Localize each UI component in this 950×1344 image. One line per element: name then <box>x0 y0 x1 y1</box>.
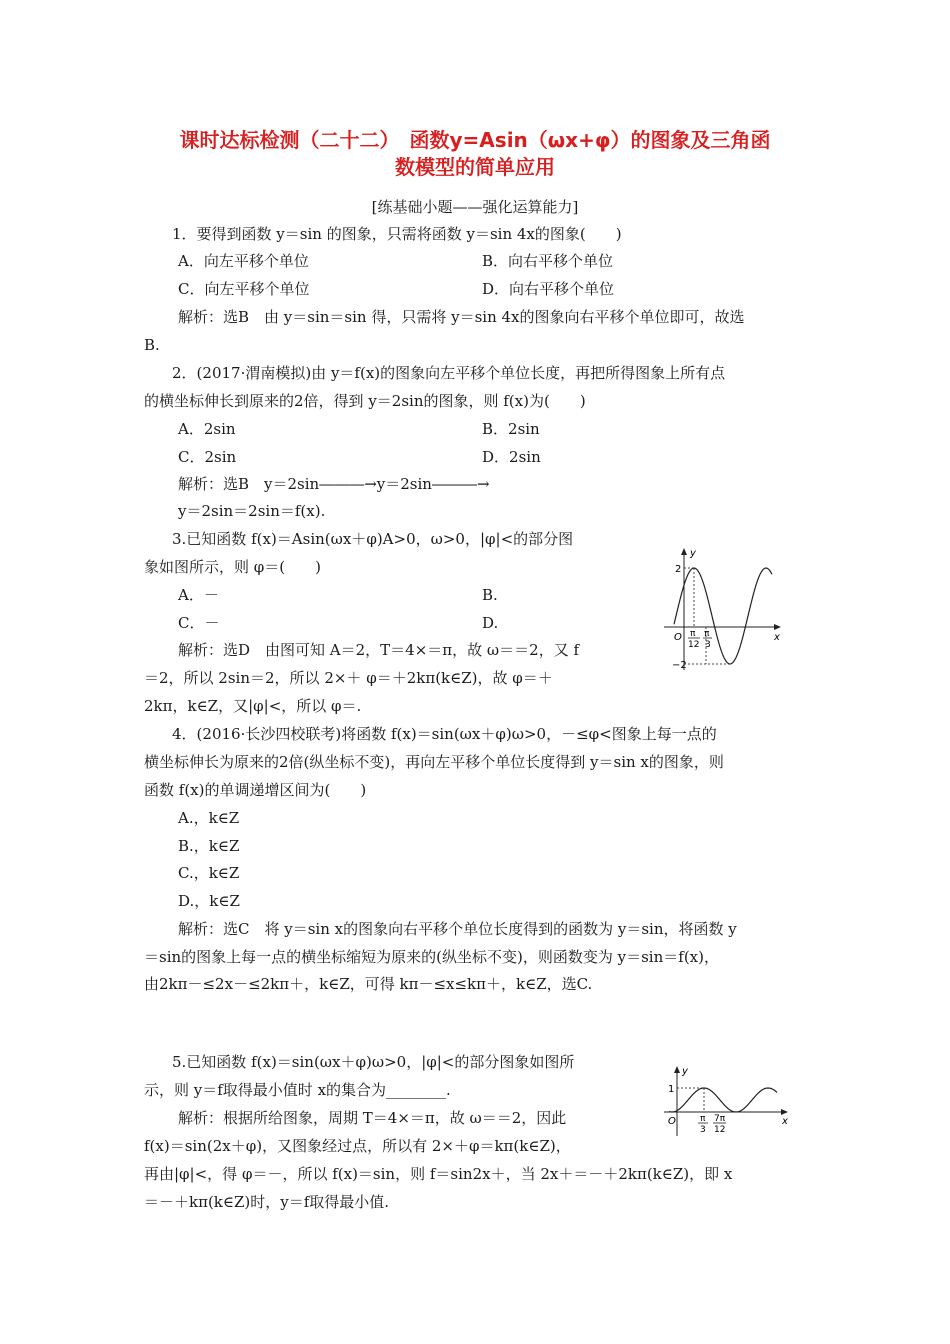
q3-function-graph <box>660 542 790 674</box>
q4-solution-line1: 解析：选C 将 y＝sin x的图象向右平移个单位长度得到的函数为 y＝sin，将函数 y <box>178 920 737 938</box>
q2-option-c: C．2sin <box>178 448 237 466</box>
q4-stem-line3: 函数 f(x)的单调递增区间为( ) <box>144 781 367 799</box>
q5-solution-line4: ＝－＋kπ(k∈Z)时，y＝f取得最小值. <box>144 1193 390 1211</box>
doc-title-line1: 课时达标检测（二十二） 函数y=Asin（ωx+φ）的图象及三角函 <box>179 128 771 152</box>
q5-solution-line2: f(x)＝sin(2x＋φ)，又图象经过点，所以有 2×＋φ＝kπ(k∈Z)， <box>144 1137 571 1155</box>
q5-tick1-num: π <box>700 1114 706 1124</box>
q1-solution-line1: 解析：选B 由 y＝sin＝sin 得，只需将 y＝sin 4x的图象向右平移个单位即可，故选 <box>178 308 745 326</box>
q1-option-d: D．向右平移个单位 <box>482 280 615 298</box>
q3-solution-line1: 解析：选D 由图可知 A＝2，T＝4×＝π，故 ω＝＝2，又 f <box>178 641 580 659</box>
q5-tick1-den: 3 <box>700 1125 706 1135</box>
q3-tick2-den: 3 <box>705 640 711 650</box>
q1-solution-line2: B. <box>144 336 160 354</box>
q4-option-c: C.，k∈Z <box>178 864 240 882</box>
q5-y-arrow <box>674 1066 680 1073</box>
q3-tick1-num: π <box>690 629 696 639</box>
q3-stem-line2: 象如图所示，则 φ＝( ) <box>144 558 321 576</box>
q2-stem-line2: 的横坐标伸长到原来的2倍，得到 y＝2sin的图象，则 f(x)为( ) <box>144 392 586 410</box>
q5-x-arrow <box>781 1109 788 1115</box>
q5-tick2-den: 12 <box>714 1125 726 1135</box>
q3-option-c: C．－ <box>178 614 220 632</box>
q5-solution-line3: 再由|φ|<，得 φ＝－，所以 f(x)＝sin，则 f＝sin2x＋，当 2x＋＝－＋2kπ(k∈Z)，即 x <box>144 1165 733 1183</box>
q4-option-d: D.，k∈Z <box>178 892 240 910</box>
q5-y-max-label: 1 <box>668 1084 675 1095</box>
q2-option-b: B．2sin <box>482 420 540 438</box>
q3-x-arrow <box>774 624 781 630</box>
q3-y-min-label: −2 <box>672 660 687 671</box>
q4-stem-line1: 4．(2016·长沙四校联考)将函数 f(x)＝sin(ωx＋φ)ω>0，－≤φ<图象上每一点的 <box>172 725 717 743</box>
q1-stem: 1．要得到函数 y＝sin 的图象，只需将函数 y＝sin 4x的图象( ) <box>172 225 622 243</box>
q3-origin-label: O <box>674 632 682 643</box>
doc-title-line2: 数模型的简单应用 <box>395 155 555 179</box>
q5-y-label: y <box>682 1066 688 1077</box>
q4-solution-line3: 由2kπ－≤2x－≤2kπ＋，k∈Z，可得 kπ－≤x≤kπ＋，k∈Z，选C. <box>144 975 593 993</box>
q3-option-b: B. <box>482 586 498 604</box>
q3-tick2-num: π <box>704 629 710 639</box>
q5-sine-curve <box>669 1088 777 1112</box>
q4-solution-line2: ＝sin的图象上每一点的横坐标缩短为原来的(纵坐标不变)，则函数变为 y＝sin＝f(x)， <box>144 948 719 966</box>
q5-stem-line2: 示，则 y＝f取得最小值时 x的集合为________. <box>144 1081 451 1099</box>
q3-y-arrow <box>681 548 687 555</box>
q3-y-max-label: 2 <box>675 564 682 575</box>
q3-option-a: A．－ <box>178 586 219 604</box>
q2-solution-line2: y＝2sin＝2sin＝f(x). <box>178 502 326 520</box>
q2-solution-line1: 解析：选B y＝2sin―――→y＝2sin―――→ <box>178 475 490 493</box>
q2-option-a: A．2sin <box>178 420 236 438</box>
q1-option-a: A．向左平移个单位 <box>178 252 309 270</box>
q3-x-label: x <box>774 632 780 643</box>
section-heading: [练基础小题——强化运算能力] <box>371 198 579 216</box>
q1-option-c: C．向左平移个单位 <box>178 280 310 298</box>
q5-solution-line1: 解析：根据所给图象，周期 T＝4×＝π，故 ω＝＝2，因此 <box>178 1109 567 1127</box>
q5-tick2-num: 7π <box>714 1114 726 1124</box>
q4-option-a: A.，k∈Z <box>178 809 240 827</box>
q5-x-label: x <box>782 1116 788 1127</box>
q4-option-b: B.，k∈Z <box>178 837 240 855</box>
q3-y-label: y <box>690 548 696 559</box>
q4-stem-line2: 横坐标伸长为原来的2倍(纵坐标不变)，再向左平移个单位长度得到 y＝sin x的图象，则 <box>144 753 724 771</box>
q3-stem-line1: 3.已知函数 f(x)＝Asin(ωx＋φ)A>0，ω>0，|φ|<的部分图 <box>172 530 574 548</box>
q2-option-d: D．2sin <box>482 448 541 466</box>
q3-solution-line2: ＝2，所以 2sin＝2，所以 2×＋ φ＝＋2kπ(k∈Z)，故 φ＝＋ <box>144 669 553 687</box>
q2-stem-line1: 2．(2017·渭南模拟)由 y＝f(x)的图象向左平移个单位长度，再把所得图象上所有点 <box>172 364 726 382</box>
q3-solution-line3: 2kπ，k∈Z，又|φ|<，所以 φ＝. <box>144 697 362 715</box>
q1-option-b: B．向右平移个单位 <box>482 252 614 270</box>
q3-option-d: D. <box>482 614 499 632</box>
q5-stem-line1: 5.已知函数 f(x)＝sin(ωx＋φ)ω>0，|φ|<的部分图象如图所 <box>172 1053 575 1071</box>
q5-function-graph <box>660 1062 795 1138</box>
q3-tick1-den: 12 <box>688 640 700 650</box>
q5-origin-label: O <box>668 1116 676 1127</box>
